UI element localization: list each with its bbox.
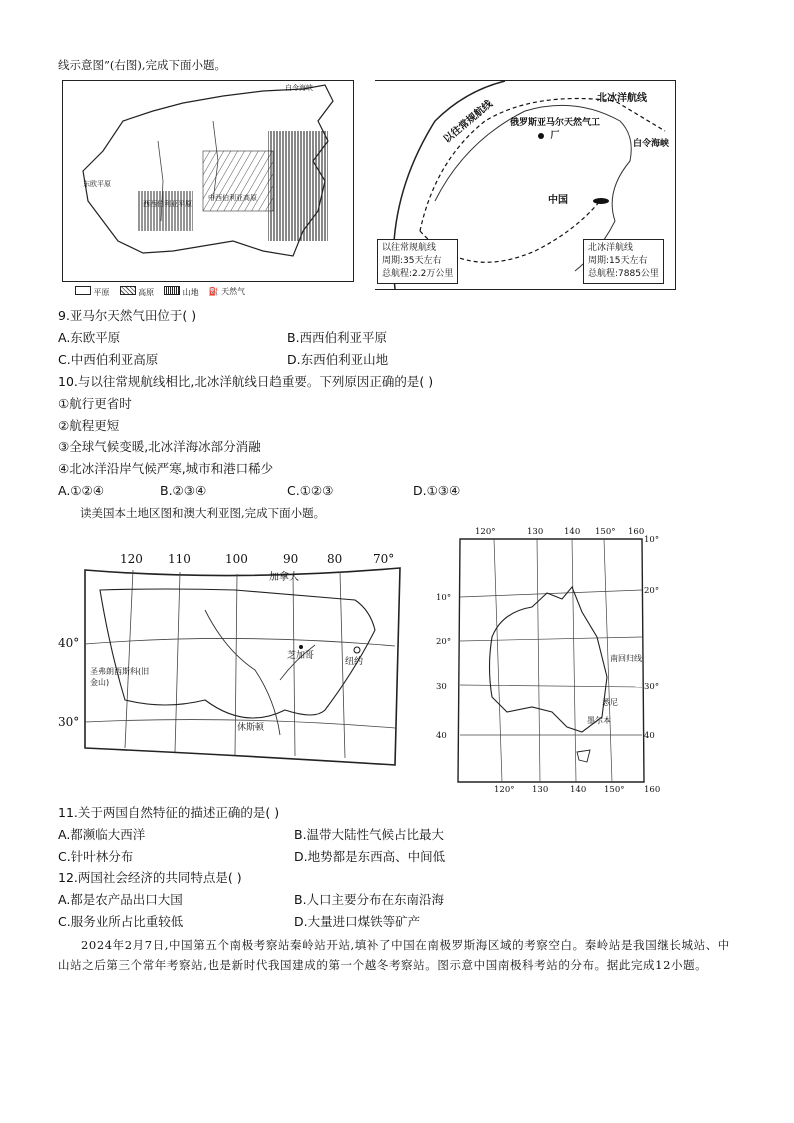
- intro-2: 读美国本土地区图和澳大利亚图,完成下面小题。: [80, 506, 326, 520]
- q10-option-c: C.①②③: [287, 483, 334, 498]
- label-west-siberia-plain: 西西伯利亚平原: [143, 200, 192, 208]
- us-lon-100: 100: [225, 552, 248, 566]
- legend-plain: 平原: [75, 286, 110, 298]
- conventional-route-info: 以往常规航线 周期:35天左右 总航程:2.2万公里: [377, 239, 458, 284]
- russia-terrain-map: [62, 80, 354, 282]
- q10-statement-4: ④北冰洋沿岸气候严寒,城市和港口稀少: [58, 461, 274, 476]
- map1-legend: [75, 286, 245, 298]
- label-san-francisco: 圣弗朗西斯科(旧金山): [90, 667, 150, 687]
- au-left-20: 20°: [436, 637, 452, 647]
- q9-option-d: D.东西伯利亚山地: [287, 352, 389, 367]
- q11-option-c: C.针叶林分布: [58, 849, 134, 864]
- q9-option-b: B.西西伯利亚平原: [287, 330, 388, 345]
- label-houston: 休斯顿: [237, 723, 265, 733]
- au-bottom-140: 140: [570, 785, 587, 795]
- label-melbourne: 墨尔本: [587, 716, 611, 725]
- us-lon-110: 110: [168, 552, 191, 566]
- legend-mountain: 山地: [164, 286, 199, 298]
- us-map-drawing: [55, 550, 425, 775]
- label-yamal-plant: 俄罗斯亚马尔天然气工厂: [510, 118, 601, 141]
- q11-option-d: D.地势都是东西高、中间低: [294, 849, 446, 864]
- us-lon-90: 90: [283, 552, 299, 566]
- legend-gas: ⛽ 天然气: [208, 287, 246, 296]
- q11-option-a: A.都濒临大西洋: [58, 827, 146, 842]
- au-right-20: 20°: [644, 586, 660, 596]
- label-central-siberia-plateau: 中西伯利亚高原: [208, 194, 257, 202]
- label-conventional-route: 以往常规航线: [441, 98, 495, 146]
- au-right-10: 10°: [644, 535, 660, 545]
- q11-option-b: B.温带大陆性气候占比最大: [294, 827, 445, 842]
- label-bering: 白令海峡: [285, 84, 313, 92]
- legend-plateau: 高原: [120, 286, 155, 298]
- us-lon-80: 80: [327, 552, 343, 566]
- australia-map: [432, 527, 664, 797]
- q10-option-d: D.①③④: [413, 483, 461, 498]
- q9-option-a: A.东欧平原: [58, 330, 121, 345]
- q12-option-b: B.人口主要分布在东南沿海: [294, 892, 445, 907]
- label-chicago: 芝加哥: [287, 651, 315, 661]
- au-bottom-120: 120°: [494, 785, 515, 795]
- q9-option-c: C.中西伯利亚高原: [58, 352, 159, 367]
- au-left-40: 40: [436, 731, 447, 741]
- us-map: [55, 550, 425, 775]
- q10-option-b: B.②③④: [160, 483, 207, 498]
- au-top-120: 120°: [475, 527, 496, 537]
- au-top-140: 140: [564, 527, 581, 537]
- q12-stem: 12.两国社会经济的共同特点是( ): [58, 870, 242, 885]
- label-tropic-capricorn: 南回归线: [610, 654, 642, 663]
- antarctic-intro-paragraph: 2024年2月7日,中国第五个南极考察站秦岭站开站,填补了中国在南极罗斯海区域的考察空白。秦岭站是我国继长城站、中山站之后第三个常年考察站,也是新时代我国建成的第一个越冬考察站。图示意中国南极科考站的分布。据此完成12小题。: [58, 938, 730, 972]
- q9-stem: 9.亚马尔天然气田位于( ): [58, 308, 197, 323]
- au-bottom-130: 130: [532, 785, 549, 795]
- northern-route-info: 北冰洋航线 周期:15天左右 总航程:7885公里: [583, 239, 664, 284]
- label-china: 中国: [548, 195, 568, 206]
- au-top-130: 130: [527, 527, 544, 537]
- au-top-150: 150°: [595, 527, 616, 537]
- au-bottom-160: 160: [644, 785, 661, 795]
- us-lon-70: 70°: [373, 552, 395, 566]
- q10-option-a: A.①②④: [58, 483, 104, 498]
- q12-option-c: C.服务业所占比重较低: [58, 914, 184, 929]
- au-right-40: 40: [644, 731, 655, 741]
- label-sydney: 悉尼: [602, 698, 618, 707]
- label-east-europe-plain: 东欧平原: [83, 180, 111, 188]
- label-canada: 加拿大: [269, 572, 299, 583]
- intro-fragment: 线示意图”(右图),完成下面小题。: [58, 58, 227, 72]
- q10-statement-1: ①航行更省时: [58, 396, 132, 411]
- q10-statement-2: ②航程更短: [58, 418, 120, 433]
- route-map: [375, 80, 676, 290]
- q10-stem: 10.与以往常规航线相比,北冰洋航线日趋重要。下列原因正确的是( ): [58, 374, 434, 389]
- label-bering-strait: 白令海峡: [633, 139, 670, 149]
- label-northern-route: 北冰洋航线: [597, 93, 647, 104]
- q12-option-d: D.大量进口煤铁等矿产: [294, 914, 421, 929]
- au-left-10: 10°: [436, 593, 452, 603]
- us-lat-30: 30°: [58, 715, 80, 729]
- q10-statement-3: ③全球气候变暖,北冰洋海冰部分消融: [58, 439, 261, 454]
- label-new-york: 纽约: [345, 657, 364, 667]
- q11-stem: 11.关于两国自然特征的描述正确的是( ): [58, 805, 280, 820]
- q12-option-a: A.都是农产品出口大国: [58, 892, 183, 907]
- us-lat-40: 40°: [58, 636, 80, 650]
- us-lon-120: 120: [120, 552, 143, 566]
- au-bottom-150: 150°: [604, 785, 625, 795]
- au-left-30: 30: [436, 682, 447, 692]
- au-top-160: 160: [628, 527, 645, 537]
- au-right-30: 30°: [644, 682, 660, 692]
